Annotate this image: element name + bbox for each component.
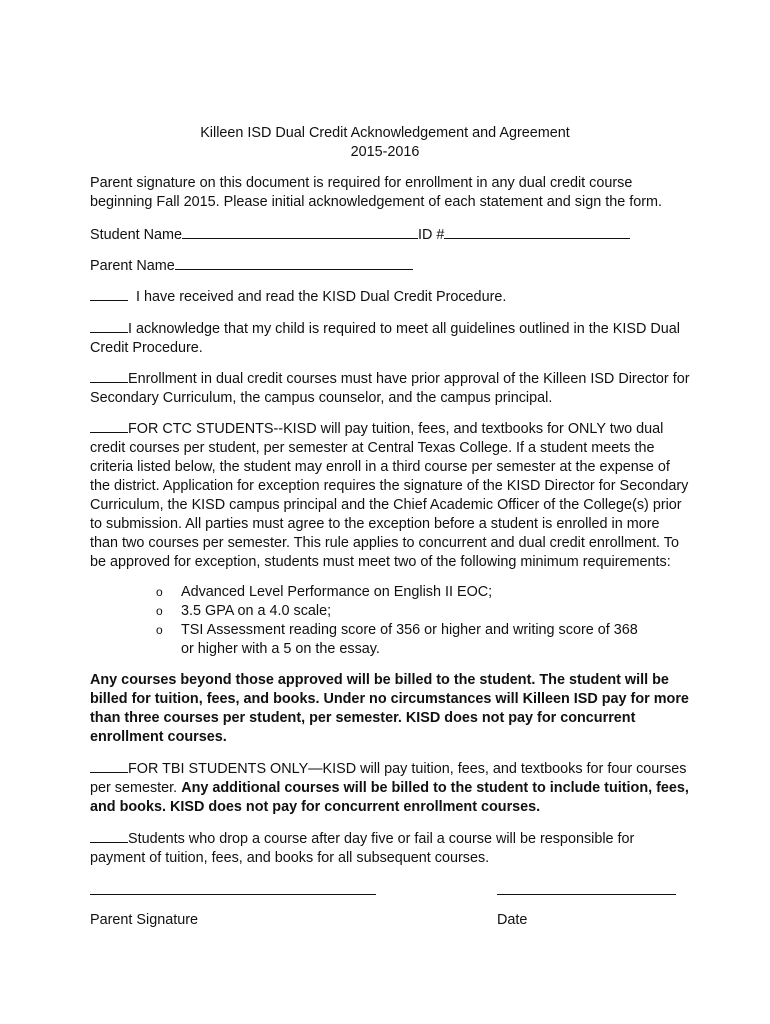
statement-2-text: I acknowledge that my child is required to meet all guidelines outlined in the KISD Dual Credit Procedure. <box>90 321 680 356</box>
document-title: Killeen ISD Dual Credit Acknowledgement and Agreement <box>200 125 570 141</box>
statement-1-text: I have received and read the KISD Dual Credit Procedure. <box>136 289 507 305</box>
parent-name-label: Parent Name <box>90 258 175 274</box>
initial-field-4[interactable] <box>90 419 128 433</box>
statement-3 <box>90 369 690 408</box>
statement-drop <box>90 829 690 868</box>
list-item <box>150 621 650 659</box>
statement-3-text: Enrollment in dual credit courses must have prior approval of the Killeen ISD Director for Secondary Curriculum, the campus counselor, and the campus principal. <box>90 371 690 406</box>
statement-1 <box>90 287 690 307</box>
list-item <box>150 583 650 602</box>
bullet-circle-icon: o <box>156 604 163 618</box>
initial-field-1[interactable] <box>90 287 128 301</box>
requirement-3: TSI Assessment reading score of 356 or higher and writing score of 368 or higher with a 5 on the essay. <box>181 622 638 657</box>
parent-signature-label: Parent Signature <box>90 912 199 928</box>
parent-name-row <box>90 256 690 276</box>
list-item <box>150 602 650 621</box>
student-name-label: Student Name <box>90 227 182 243</box>
statement-4-text: FOR CTC STUDENTS--KISD will pay tuition, fees, and textbooks for ONLY two dual credit courses per student, per semester at Central Texas College. If a student meets the criteria listed below, the student may enroll in a third course per semester at the expense of the district. Application for exception requires the signature of the KISD Director for Secondary Curriculum, the KISD campus principal and the Chief Academic Officer of the College(s) prior to submission. All parties must agree to the exception before a student is enrolled in more than two courses per semester. This rule applies to concurrent and dual credit enrollment. To be approved for exception, students must meet two of the following minimum requirements: <box>90 421 689 570</box>
drop-text: Students who drop a course after day five or fail a course will be responsible for payment of tuition, fees, and books for all subsequent courses. <box>90 831 635 866</box>
requirement-1: Advanced Level Performance on English II EOC; <box>181 584 493 600</box>
date-label: Date <box>497 912 528 928</box>
date-line[interactable] <box>497 894 676 895</box>
statement-4 <box>90 419 690 572</box>
initial-field-3[interactable] <box>90 369 128 383</box>
parent-name-field[interactable] <box>175 256 413 270</box>
document-year: 2015-2016 <box>350 144 420 160</box>
statement-tbi <box>90 759 690 817</box>
statement-2 <box>90 319 690 358</box>
initial-field-6[interactable] <box>90 829 128 843</box>
id-field[interactable] <box>444 225 630 239</box>
student-name-field[interactable] <box>182 225 418 239</box>
billing-notice: Any courses beyond those approved will be billed to the student. The student will be billed for tuition, fees, and books. Under no circumstances will Killeen ISD pay for more than three courses per student, per semester. KISD does not pay for concurrent enrollment courses. <box>90 672 689 745</box>
id-label: ID # <box>418 227 445 243</box>
initial-field-5[interactable] <box>90 759 128 773</box>
bullet-circle-icon: o <box>156 585 163 599</box>
parent-signature-line[interactable] <box>90 894 376 895</box>
tbi-bold-text: Any additional courses will be billed to the student to include tuition, fees, and books. KISD does not pay for concurrent enrollment courses. <box>90 780 689 815</box>
initial-field-2[interactable] <box>90 319 128 333</box>
tbi-text: FOR TBI STUDENTS ONLY—KISD will pay tuition, fees, and textbooks for four courses per semester. <box>90 761 687 796</box>
bullet-circle-icon: o <box>156 623 163 637</box>
requirement-2: 3.5 GPA on a 4.0 scale; <box>181 603 332 619</box>
requirements-list <box>150 583 650 659</box>
intro-paragraph: Parent signature on this document is required for enrollment in any dual credit course beginning Fall 2015. Please initial acknowledgement of each statement and sign the form. <box>90 175 662 210</box>
student-id-row <box>90 225 690 245</box>
